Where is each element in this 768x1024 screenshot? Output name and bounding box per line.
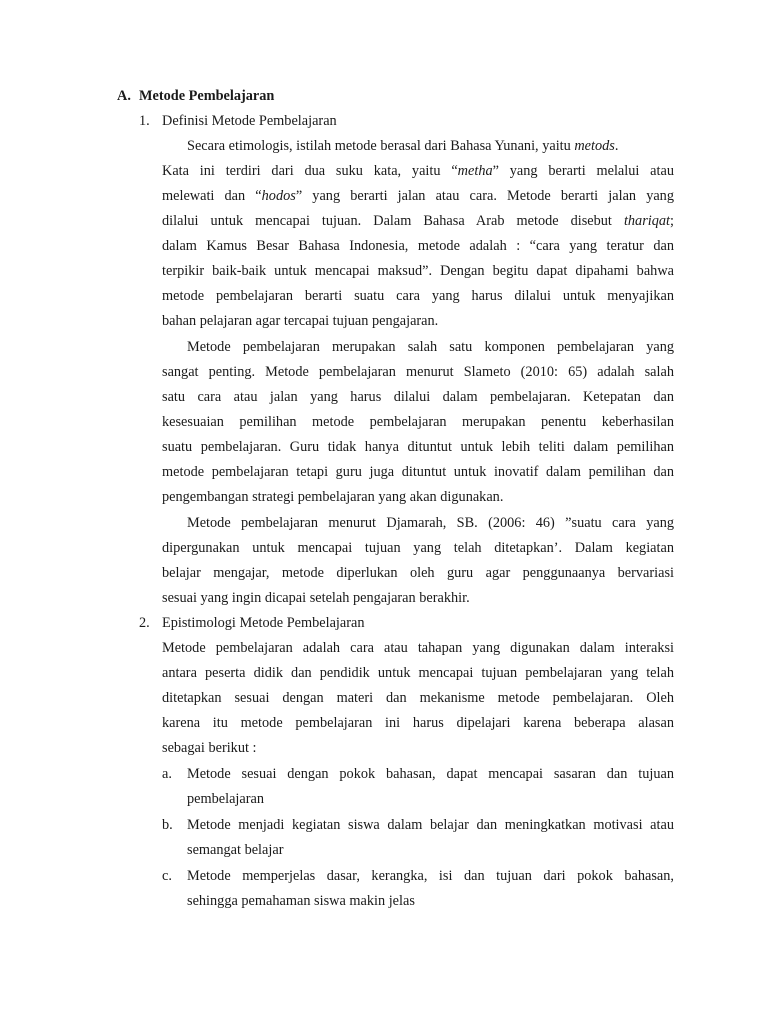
paragraph-line: pengembangan strategi pembelajaran yang akan digunakan. — [162, 489, 504, 505]
italic-term: thariqat — [623, 213, 671, 229]
list-marker: b. — [162, 817, 173, 833]
subsection-2-title: Epistimologi Metode Pembelajaran — [162, 615, 365, 631]
paragraph-line: karena itu metode pembelajaran ini harus dipelajari karena beberapa alasan — [162, 715, 674, 731]
list-item-line: Metode sesuai dengan pokok bahasan, dapat mencapai sasaran dan tujuan — [187, 766, 674, 782]
paragraph-line: suatu pembelajaran. Guru tidak hanya dituntut untuk lebih teliti dalam pemilihan — [162, 439, 674, 455]
subsection-1-title: Definisi Metode Pembelajaran — [162, 113, 337, 129]
paragraph-line: sesuai yang ingin dicapai setelah pengajaran berakhir. — [162, 590, 470, 606]
paragraph-line: belajar mengajar, metode diperlukan oleh guru agar penggunaanya bervariasi — [162, 565, 674, 581]
paragraph-line: bahan pelajaran agar tercapai tujuan pengajaran. — [162, 313, 439, 329]
paragraph-line: ditetapkan sesuai dengan materi dan mekanisme metode pembelajaran. Oleh — [162, 690, 674, 706]
paragraph-line — [162, 186, 674, 206]
section-title: Metode Pembelajaran — [139, 88, 275, 104]
text-run: . — [614, 138, 619, 154]
paragraph-line — [162, 161, 674, 181]
list-item-line: sehingga pemahaman siswa makin jelas — [187, 893, 415, 909]
subsection-2-marker: 2. — [139, 615, 150, 631]
paragraph-line — [162, 211, 674, 231]
text-run: ” yang berarti melalui atau — [492, 163, 674, 179]
paragraph-line: metode pembelajaran tetapi guru juga dituntut untuk inovatif dalam pemilihan dan — [162, 464, 674, 480]
text-run: Secara etimologis, istilah metode berasal dari Bahasa Yunani, yaitu — [187, 138, 575, 154]
text-run: Kata ini terdiri dari dua suku kata, yaitu “ — [162, 163, 458, 179]
paragraph-line: metode pembelajaran berarti suatu cara yang harus dilalui untuk menyajikan — [162, 288, 674, 304]
section-marker: A. — [117, 88, 131, 104]
paragraph-line: Metode pembelajaran menurut Djamarah, SB. (2006: 46) ”suatu cara yang — [187, 515, 674, 531]
italic-term: hodos — [261, 188, 296, 204]
paragraph-line: dipergunakan untuk mencapai tujuan yang telah ditetapkan’. Dalam kegiatan — [162, 540, 674, 556]
list-marker: c. — [162, 868, 172, 884]
list-marker: a. — [162, 766, 172, 782]
italic-term: metods — [574, 138, 615, 154]
text-run: dilalui untuk mencapai tujuan. Dalam Bahasa Arab metode disebut — [162, 213, 624, 229]
paragraph-line: satu cara atau jalan yang harus dilalui dalam pembelajaran. Ketepatan dan — [162, 389, 674, 405]
list-item-line: Metode memperjelas dasar, kerangka, isi dan tujuan dari pokok bahasan, — [187, 868, 674, 884]
paragraph-line: Metode pembelajaran adalah cara atau tahapan yang digunakan dalam interaksi — [162, 640, 674, 656]
paragraph-line: kesesuaian pemilihan metode pembelajaran merupakan penentu keberhasilan — [162, 414, 674, 430]
paragraph-line: sangat penting. Metode pembelajaran menurut Slameto (2010: 65) adalah salah — [162, 364, 674, 380]
list-item-line: Metode menjadi kegiatan siswa dalam belajar dan meningkatkan motivasi atau — [187, 817, 674, 833]
list-item-line: pembelajaran — [187, 791, 264, 807]
italic-term: metha — [457, 163, 493, 179]
text-run: ” yang berarti jalan atau cara. Metode berarti jalan yang — [295, 188, 674, 204]
list-item-line: semangat belajar — [187, 842, 284, 858]
paragraph-line: sebagai berikut : — [162, 740, 257, 756]
paragraph-line: antara peserta didik dan pendidik untuk mencapai tujuan pembelajaran yang telah — [162, 665, 674, 681]
text-run: melewati dan “ — [162, 188, 262, 204]
paragraph-line — [187, 136, 618, 156]
paragraph-line: terpikir baik-baik untuk mencapai maksud”. Dengan begitu dapat dipahami bahwa — [162, 263, 674, 279]
paragraph-line: dalam Kamus Besar Bahasa Indonesia, metode adalah : “cara yang teratur dan — [162, 238, 674, 254]
subsection-1-marker: 1. — [139, 113, 150, 129]
paragraph-line: Metode pembelajaran merupakan salah satu komponen pembelajaran yang — [187, 339, 674, 355]
text-run: ; — [670, 213, 674, 229]
